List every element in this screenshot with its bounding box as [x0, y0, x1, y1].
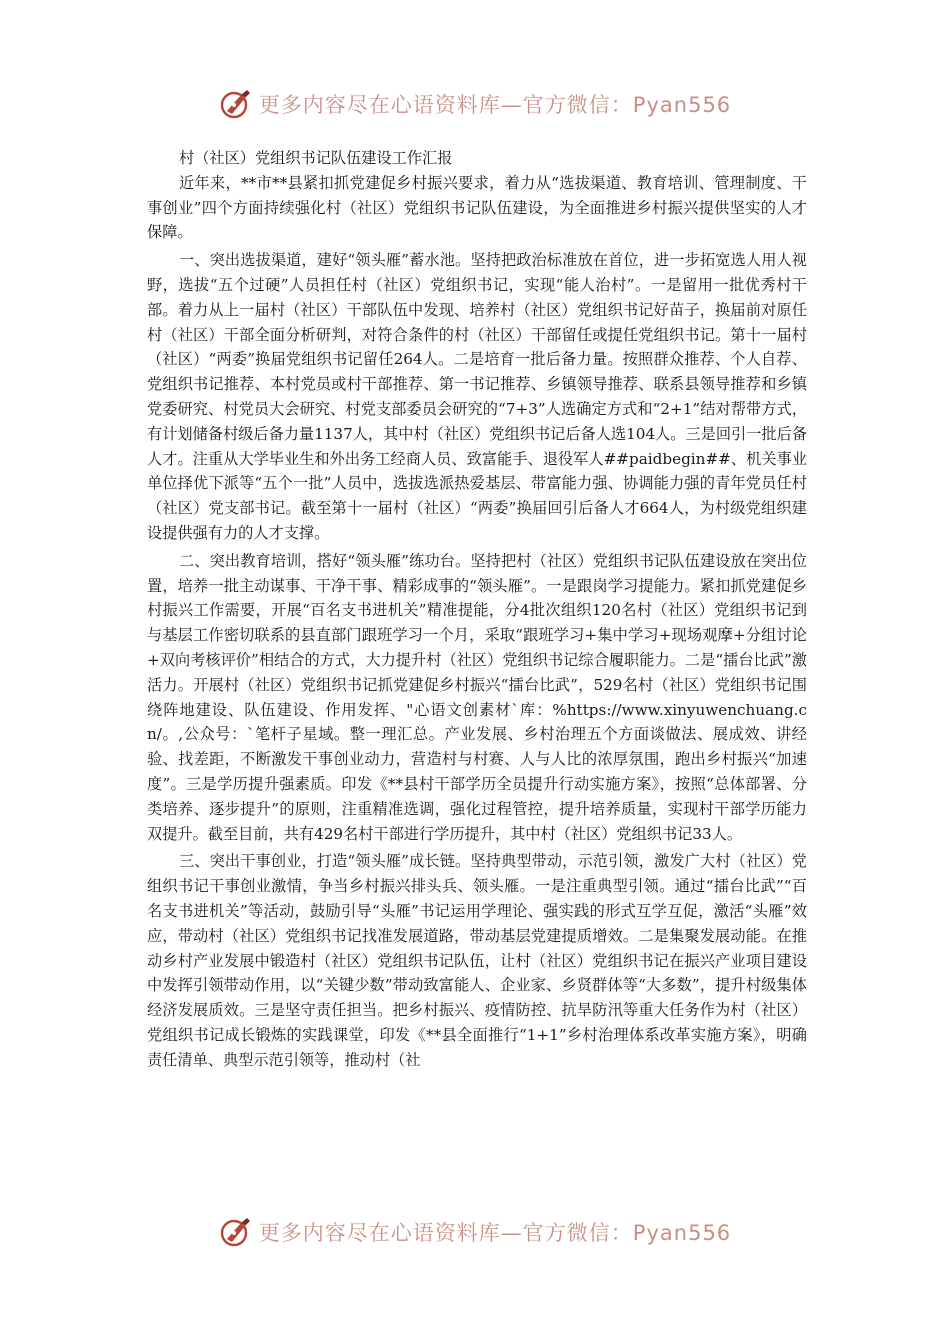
header-watermark-banner: [0, 84, 950, 124]
header-watermark-text: 更多内容尽在心语资料库—官方微信：Pyan556: [258, 93, 732, 117]
pen-logo-icon: [219, 87, 253, 121]
paragraph-section-1: 一、突出选拔渠道，建好“领头雁”蓄水池。坚持把政治标准放在首位，进一步拓宽选人用人视野，选拔“五个过硬”人员担任村（社区）党组织书记，实现“能人治村”。一是留用一批优秀村干部。着力从上一届村（社区）干部队伍中发现、培养村（社区）党组织书记好苗子，换届前对原任村（社区）干部全面分析研判，对符合条件的村（社区）干部留任或提任党组织书记。第十一届村（社区）“两委”换届党组织书记留任264人。二是培育一批后备力量。按照群众推荐、个人自荐、党组织书记推荐、本村党员或村干部推荐、第一书记推荐、乡镇领导推荐、联系县领导推荐和乡镇党委研究、村党员大会研究、村党支部委员会研究的“7+3”人选确定方式和“2+1”结对帮带方式，有计划储备村级后备力量1137人，其中村（社区）党组织书记后备人选104人。三是回引一批后备人才。注重从大学毕业生和外出务工经商人员、致富能手、退役军人##paidbegin##、机关事业单位择优下派等“五个一批”人员中，选拔选派热爱基层、带富能力强、协调能力强的青年党员任村（社区）党支部书记。截至第十一届村（社区）“两委”换届回引后备人才664人，为村级党组织建设提供强有力的人才支撑。: [147, 251, 807, 542]
pen-logo-icon: [219, 1215, 253, 1249]
paragraph-section-3: 三、突出干事创业，打造“领头雁”成长链。坚持典型带动，示范引领，激发广大村（社区）党组织书记干事创业激情，争当乡村振兴排头兵、领头雁。一是注重典型引领。通过“擂台比武”“百名支书进机关”等活动，鼓励引导“头雁”书记运用学理论、强实践的形式互学互促，激活“头雁”效应，带动村（社区）党组织书记找准发展道路，带动基层党建提质增效。二是集聚发展动能。在推动乡村产业发展中锻造村（社区）党组织书记队伍，让村（社区）党组织书记在振兴产业项目建设中发挥引领带动作用，以“关键少数”带动致富能人、企业家、乡贤群体等“大多数”，提升村级集体经济发展质效。三是坚守责任担当。把乡村振兴、疫情防控、抗旱防汛等重大任务作为村（社区）党组织书记成长锻炼的实践课堂，印发《**县全面推行“1+1”乡村治理体系改革实施方案》，明确责任清单、典型示范引领等，推动村（社: [147, 852, 807, 1069]
document-body: [147, 146, 807, 1072]
paragraph-intro: 近年来，**市**县紧扣抓党建促乡村振兴要求，着力从“选拔渠道、教育培训、管理制度、干事创业”四个方面持续强化村（社区）党组织书记队伍建设，为全面推进乡村振兴提供坚实的人才保障。: [147, 173, 807, 242]
paragraph-section-2: 二、突出教育培训，搭好“领头雁”练功台。坚持把村（社区）党组织书记队伍建设放在突出位置，培养一批主动谋事、干净干事、精彩成事的“领头雁”。一是跟岗学习提能力。紧扣抓党建促乡村振兴工作需要，开展“百名支书进机关”精准提能，分4批次组织120名村（社区）党组织书记到与基层工作密切联系的县直部门跟班学习一个月，采取“跟班学习+集中学习+现场观摩+分组讨论+双向考核评价”相结合的方式，大力提升村（社区）党组织书记综合履职能力。二是“擂台比武”激活力。开展村（社区）党组织书记抓党建促乡村振兴“擂台比武”，529名村（社区）党组织书记围绕阵地建设、队伍建设、作用发挥、"心语文创素材`库：%https://www.xinyuwenchuang.cn/。,公众号：`笔杆子星域。整一理汇总。产业发展、乡村治理五个方面谈做法、展成效、讲经验、找差距，不断激发干事创业动力，营造村与村赛、人与人比的浓厚氛围，跑出乡村振兴“加速度”。三是学历提升强素质。印发《**县村干部学历全员提升行动实施方案》，按照“总体部署、分类培养、逐步提升”的原则，注重精准选调，强化过程管控，提升培养质量，实现村干部学历能力双提升。截至目前，共有429名村干部进行学历提升，其中村（社区）党组织书记33人。: [147, 551, 807, 843]
footer-watermark-text: 更多内容尽在心语资料库—官方微信：Pyan556: [258, 1221, 732, 1245]
document-title: 村（社区）党组织书记队伍建设工作汇报: [179, 149, 453, 167]
footer-watermark-banner: [0, 1212, 950, 1252]
